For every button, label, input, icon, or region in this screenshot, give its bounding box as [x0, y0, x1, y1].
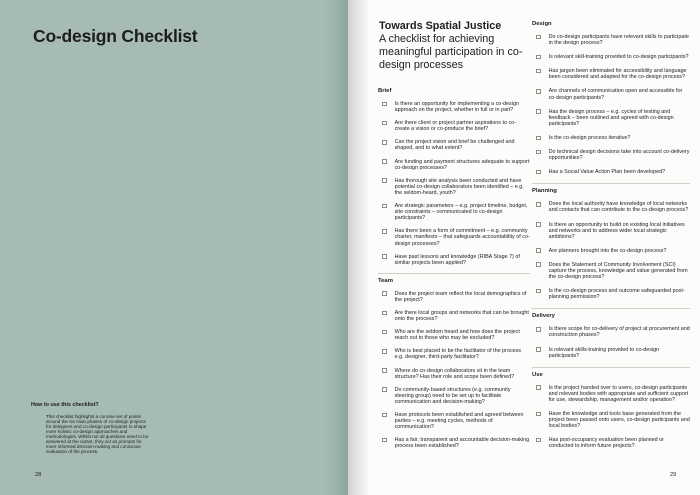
- checklist-item-text: Has post-occupancy evaluation been planned or conducted to inform future projects?: [548, 437, 664, 450]
- checkbox-icon[interactable]: [382, 102, 387, 107]
- checklist-item: [532, 88, 690, 100]
- checkbox-icon[interactable]: [536, 109, 541, 114]
- checklist-item-text: Is there an opportunity to build on existing local initiatives and networks and to address wider local strategic ambitions?: [548, 221, 685, 240]
- checklist-item-text: Who are the seldom heard and how does the project reach out to those who may be excluded?: [394, 329, 520, 342]
- checklist-item-text: Who is best placed to be the facilitator of the process e.g. designer, third-party facilitator?: [394, 348, 522, 361]
- checkbox-icon[interactable]: [536, 347, 541, 352]
- checklist-item: [532, 326, 690, 338]
- checkbox-icon[interactable]: [382, 140, 387, 145]
- checklist-item-text: Does the project team reflect the local demographics of the project?: [394, 290, 527, 303]
- checklist-item: [532, 169, 690, 175]
- checklist-item-text: Can the project vision and brief be challenged and shaped, and to what extent?: [394, 139, 515, 152]
- checkbox-icon[interactable]: [382, 438, 387, 443]
- checkbox-icon[interactable]: [536, 55, 541, 60]
- checkbox-icon[interactable]: [536, 202, 541, 207]
- checklist-item-text: Is the co-design process iterative?: [548, 134, 631, 141]
- how-to-heading: How to use this checklist?: [31, 402, 99, 408]
- checklist-item: [378, 120, 530, 132]
- checkbox-icon[interactable]: [536, 385, 541, 390]
- checklist-item: [532, 248, 690, 254]
- checkbox-icon[interactable]: [536, 222, 541, 227]
- checklist-item-text: Is relevant skills-training provided to co-design participants?: [548, 346, 660, 359]
- checklist-item-text: Is relevant skill-training provided to co-design participants?: [548, 54, 689, 61]
- page-number-left: 28: [35, 472, 42, 478]
- checklist-section-design: [532, 21, 690, 175]
- checklist-section-team: [378, 273, 530, 450]
- checklist-item-text: Do technical design decisions take into account co-delivery opportunities?: [548, 149, 690, 162]
- checklist-section-delivery: [532, 308, 690, 358]
- checklist-item: [378, 228, 530, 246]
- section-title: Team: [378, 277, 393, 284]
- checklist-item-text: Has thorough site analysis been conducted and have potential co-design collaborators been identified – e.g. the seldom-heard, youth?: [394, 177, 524, 196]
- checklist-item: [532, 437, 690, 449]
- checklist-item: [378, 368, 530, 380]
- checklist-item: [378, 329, 530, 341]
- checklist-item-text: Is there scope for co-delivery of project at procurement and construction phases?: [548, 326, 690, 339]
- checkbox-icon[interactable]: [382, 121, 387, 126]
- checklist-item-text: Has jargon been eliminated for accessibility and language been considered and adapted for the co-design process?: [548, 68, 687, 81]
- checklist-item: [532, 411, 690, 429]
- checklist-item: [378, 178, 530, 196]
- checkbox-icon[interactable]: [536, 35, 541, 40]
- checklist-item-text: Are there client or project partner aspirations to co-create a vision or co-produce the brief?: [394, 120, 516, 133]
- checkbox-icon[interactable]: [536, 136, 541, 141]
- checkbox-icon[interactable]: [382, 330, 387, 335]
- checklist-title: Towards Spatial Justice: [379, 20, 502, 32]
- checkbox-icon[interactable]: [382, 387, 387, 392]
- right-page: [348, 0, 700, 495]
- checkbox-icon[interactable]: [536, 327, 541, 332]
- checklist-item-text: Has there been a form of commitment – e.g. community charter, manifesto – that safeguards accountability of co-design processes?: [394, 228, 530, 247]
- checkbox-icon[interactable]: [536, 89, 541, 94]
- checklist-subtitle: A checklist for achieving meaningful participation in co-design processes: [379, 33, 523, 71]
- checkbox-icon[interactable]: [536, 262, 541, 267]
- section-title: Use: [532, 371, 543, 378]
- checklist-item-text: Do co-design participants have relevant skills to participate in the design process?: [548, 34, 689, 47]
- checklist-item: [378, 203, 530, 221]
- section-items: [532, 34, 690, 175]
- checklist-item-text: Is the project handed over to users, co-design participants and relevant bodies with appropriate and sufficient support for use, stewardship, management and/or operation?: [548, 384, 689, 403]
- checklist-item-text: Have the knowledge and tools base generated from the project been passed onto users, co-design participants and local bodies?: [548, 411, 690, 430]
- checkbox-icon[interactable]: [536, 438, 541, 443]
- checklist-item: [378, 348, 530, 360]
- checklist-item: [378, 291, 530, 303]
- checkbox-icon[interactable]: [382, 159, 387, 164]
- checkbox-icon[interactable]: [382, 254, 387, 259]
- checkbox-icon[interactable]: [382, 178, 387, 183]
- checkbox-icon[interactable]: [382, 311, 387, 316]
- checklist-item-text: Do community-based structures (e.g. community steering group) need to be set up to facilitate communication and decision-making?: [394, 386, 511, 405]
- checklist-item: [532, 34, 690, 46]
- section-items: [378, 291, 530, 450]
- left-page: [0, 0, 348, 495]
- checklist-item-text: Is there an opportunity for implementing a co-design approach on the project, whether in full or in part?: [394, 101, 519, 114]
- checkbox-icon[interactable]: [536, 248, 541, 253]
- section-title: Planning: [532, 188, 557, 195]
- checklist-item: [532, 109, 690, 127]
- checklist-section-brief: [378, 88, 530, 266]
- checklist-item-text: Does the Statement of Community Involvement (SCI) capture the process, knowledge and value generated from the co-design process?: [548, 261, 688, 281]
- checklist-item: [378, 101, 530, 113]
- section-items: [532, 326, 690, 358]
- checklist-item-text: Has the design process – e.g. cycles of testing and feedback – been outlined and agreed with co-design participants?: [548, 108, 674, 127]
- checklist-item: [532, 135, 690, 141]
- checklist-item-text: Are planners brought into the co-design process?: [548, 247, 667, 254]
- checkbox-icon[interactable]: [536, 170, 541, 175]
- section-title: Brief: [378, 88, 392, 94]
- checklist-item: [532, 149, 690, 161]
- checklist-item: [532, 201, 690, 213]
- checklist-item-text: Are there local groups and networks that can be brought onto the process?: [394, 309, 529, 323]
- checklist-item-text: Are channels of communication open and accessible for co-design participants?: [548, 88, 683, 101]
- checklist-item: [532, 222, 690, 240]
- checklist-section-use: [532, 367, 690, 450]
- checkbox-icon[interactable]: [536, 289, 541, 294]
- checklist-item: [532, 347, 690, 359]
- checklist-item: [378, 310, 530, 322]
- checklist-header: [379, 20, 529, 72]
- checklist-item: [378, 437, 530, 449]
- section-items: [532, 385, 690, 450]
- checkbox-icon[interactable]: [536, 150, 541, 155]
- checklist-item-text: Are strategic parameters – e.g. project timeline, budget, site constraints – communicated to co-design participants?: [394, 203, 528, 222]
- checkbox-icon[interactable]: [382, 349, 387, 354]
- page-number-right: 29: [670, 472, 677, 478]
- section-items: [378, 101, 530, 266]
- checklist-item-text: Has a fair, transparent and accountable decision-making process been established?: [394, 437, 530, 450]
- checklist-item-text: Have past lessons and knowledge (RIBA Stage 7) of similar projects been applied?: [394, 253, 520, 266]
- checklist-item: [378, 412, 530, 430]
- checkbox-icon[interactable]: [382, 368, 387, 373]
- section-title: Design: [532, 21, 552, 27]
- checklist-item: [378, 139, 530, 151]
- checklist-item-text: Is the co-design process and outcome safeguarded post-planning permission?: [548, 288, 685, 301]
- checklist-item-text: Does the local authority have knowledge of local networks and contacts that can contribute to the co-design process?: [548, 201, 689, 214]
- checklist-item-text: Has a Social Value Action Plan been developed?: [548, 169, 666, 176]
- section-items: [532, 201, 690, 300]
- section-title: Delivery: [532, 313, 555, 320]
- checklist-item: [378, 159, 530, 171]
- checkbox-icon[interactable]: [382, 229, 387, 234]
- checkbox-icon[interactable]: [382, 204, 387, 209]
- checklist-item: [532, 262, 690, 280]
- checkbox-icon[interactable]: [382, 291, 387, 296]
- checklist-column-1: [378, 88, 530, 456]
- checklist-item-text: Are funding and payment structures adequate to support co-design processes?: [394, 158, 530, 171]
- checklist-column-2: [532, 21, 690, 457]
- how-to-body: This checklist highlights a concise set of points around the six main phases of co-design projects for designers and co-design participants to shape more holistic co-design approaches and methodologies. Whilst not all questions need to be answered at the outset, they act as prompts for more informed decision-making and conscious evaluation of the process.: [46, 414, 149, 454]
- checklist-item: [532, 68, 690, 80]
- page-spine-shadow: [348, 0, 370, 495]
- page-title: Co-design Checklist: [33, 26, 198, 46]
- checklist-item-text: Where do co-design collaborators sit in the team structure? Has their role and scope been defined?: [394, 367, 515, 380]
- checklist-item: [378, 387, 530, 405]
- checklist-item-text: Have protocols been established and agreed between parties – e.g. meeting cycles, methods of communication?: [394, 412, 524, 431]
- checklist-section-planning: [532, 183, 690, 300]
- checkbox-icon[interactable]: [382, 413, 387, 418]
- checklist-item: [532, 385, 690, 403]
- checkbox-icon[interactable]: [536, 412, 541, 417]
- checklist-item: [532, 288, 690, 300]
- checklist-item: [532, 54, 690, 60]
- checklist-item: [378, 254, 530, 266]
- checkbox-icon[interactable]: [536, 69, 541, 74]
